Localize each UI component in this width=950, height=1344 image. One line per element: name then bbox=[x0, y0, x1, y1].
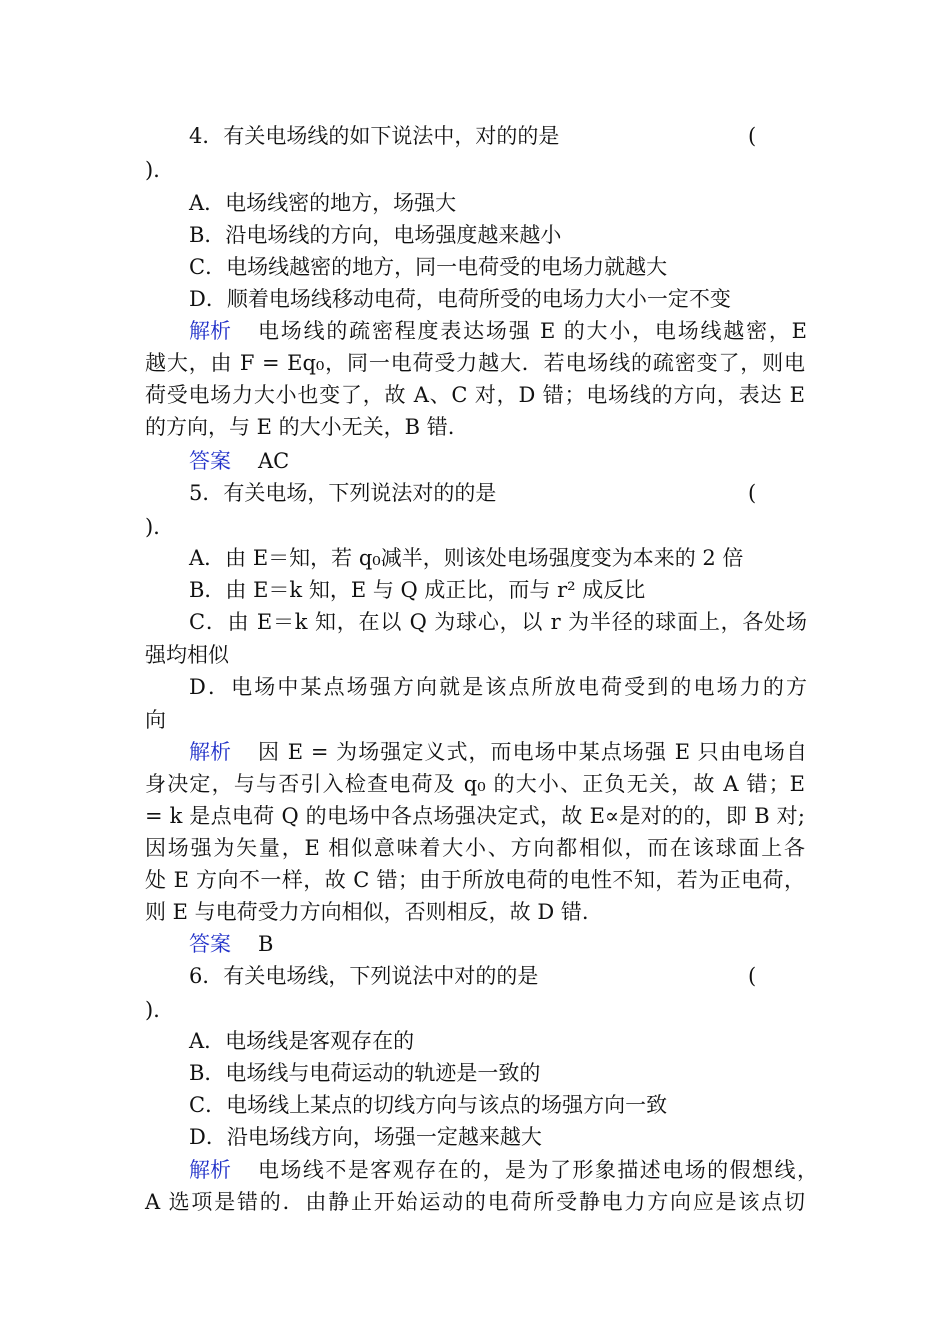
q4-option-a: A．电场线密的地方，场强大 bbox=[189, 191, 457, 215]
q4-close: )． bbox=[145, 158, 175, 182]
q4-jiexi-line2: 越大，由 F = Eq₀，同一电荷受力越大．若电场线的疏密变了，则电 bbox=[145, 351, 805, 375]
q6-option-b: B．电场线与电荷运动的轨迹是一致的 bbox=[189, 1061, 541, 1085]
q6-jiexi-line2: A 选项是错的．由静止开始运动的电荷所受静电力方向应是该点切 bbox=[145, 1190, 805, 1214]
q5-jiexi-line2: 身决定，与与否引入检查电荷及 q₀ 的大小、正负无关，故 A 错；E bbox=[145, 772, 805, 796]
q5-stem: 5．有关电场，下列说法对的的是 bbox=[189, 481, 497, 505]
q6-option-d: D．沿电场线方向，场强一定越来越大 bbox=[189, 1125, 542, 1149]
q4-option-c: C．电场线越密的地方，同一电荷受的电场力就越大 bbox=[189, 255, 668, 279]
q5-option-d-cont: 向 bbox=[145, 708, 166, 732]
q4-jiexi-line4: 的方向，与 E 的大小无关，B 错. bbox=[145, 415, 455, 439]
q6-stem: 6．有关电场线，下列说法中对的的是 bbox=[189, 964, 539, 988]
q5-option-d: D．电场中某点场强方向就是该点所放电荷受到的电场力的方 bbox=[189, 675, 807, 699]
q6-close: )． bbox=[145, 998, 175, 1022]
q4-option-b: B．沿电场线的方向，电场强度越来越小 bbox=[189, 223, 562, 247]
q6-option-c: C．电场线上某点的切线方向与该点的场强方向一致 bbox=[189, 1093, 668, 1117]
q6-option-a: A．电场线是客观存在的 bbox=[189, 1029, 415, 1053]
q4-answer: AC bbox=[258, 449, 290, 473]
q5-answer: B bbox=[258, 932, 274, 956]
q4-jiexi-line1: 电场线的疏密程度表达场强 E 的大小，电场线越密，E bbox=[258, 319, 807, 343]
q6-jiexi-line1: 电场线不是客观存在的，是为了形象描述电场的假想线， bbox=[258, 1158, 818, 1182]
q5-jiexi-label: 解析 bbox=[189, 740, 231, 764]
q5-jiexi-line3: = k 是点电荷 Q 的电场中各点场强决定式，故 E∝是对的的，即 B 对; bbox=[145, 804, 805, 828]
q4-jiexi-line3: 荷受电场力大小也变了，故 A、C 对，D 错；电场线的方向，表达 E bbox=[145, 383, 805, 407]
q5-option-b: B．由 E＝k 知，E 与 Q 成正比，而与 r² 成反比 bbox=[189, 578, 646, 602]
q5-option-c-cont: 强均相似 bbox=[145, 643, 229, 667]
q5-jiexi-line5: 处 E 方向不一样，故 C 错；由于所放电荷的电性不知，若为正电荷， bbox=[145, 868, 805, 892]
q5-close: )． bbox=[145, 515, 175, 539]
q5-jiexi-line6: 则 E 与电荷受力方向相似，否则相反，故 D 错. bbox=[145, 900, 589, 924]
q5-paren: ( bbox=[748, 481, 757, 505]
q4-jiexi-label: 解析 bbox=[189, 319, 231, 343]
q5-jiexi-line1: 因 E = 为场强定义式，而电场中某点场强 E 只由电场自 bbox=[258, 740, 807, 764]
q4-paren: ( bbox=[748, 124, 757, 148]
q5-option-c: C．由 E＝k 知，在以 Q 为球心，以 r 为半径的球面上，各处场 bbox=[189, 610, 807, 634]
q5-option-a: A．由 E＝知，若 q₀减半，则该处电场强度变为本来的 2 倍 bbox=[189, 546, 744, 570]
q5-answer-label: 答案 bbox=[189, 932, 231, 956]
q5-jiexi-line4: 因场强为矢量，E 相似意味着大小、方向都相似，而在该球面上各 bbox=[145, 836, 805, 860]
q4-stem: 4．有关电场线的如下说法中，对的的是 bbox=[189, 124, 560, 148]
q6-jiexi-label: 解析 bbox=[189, 1158, 231, 1182]
q4-option-d: D．顺着电场线移动电荷，电荷所受的电场力大小一定不变 bbox=[189, 287, 731, 311]
q6-paren: ( bbox=[748, 964, 757, 988]
q4-answer-label: 答案 bbox=[189, 449, 231, 473]
